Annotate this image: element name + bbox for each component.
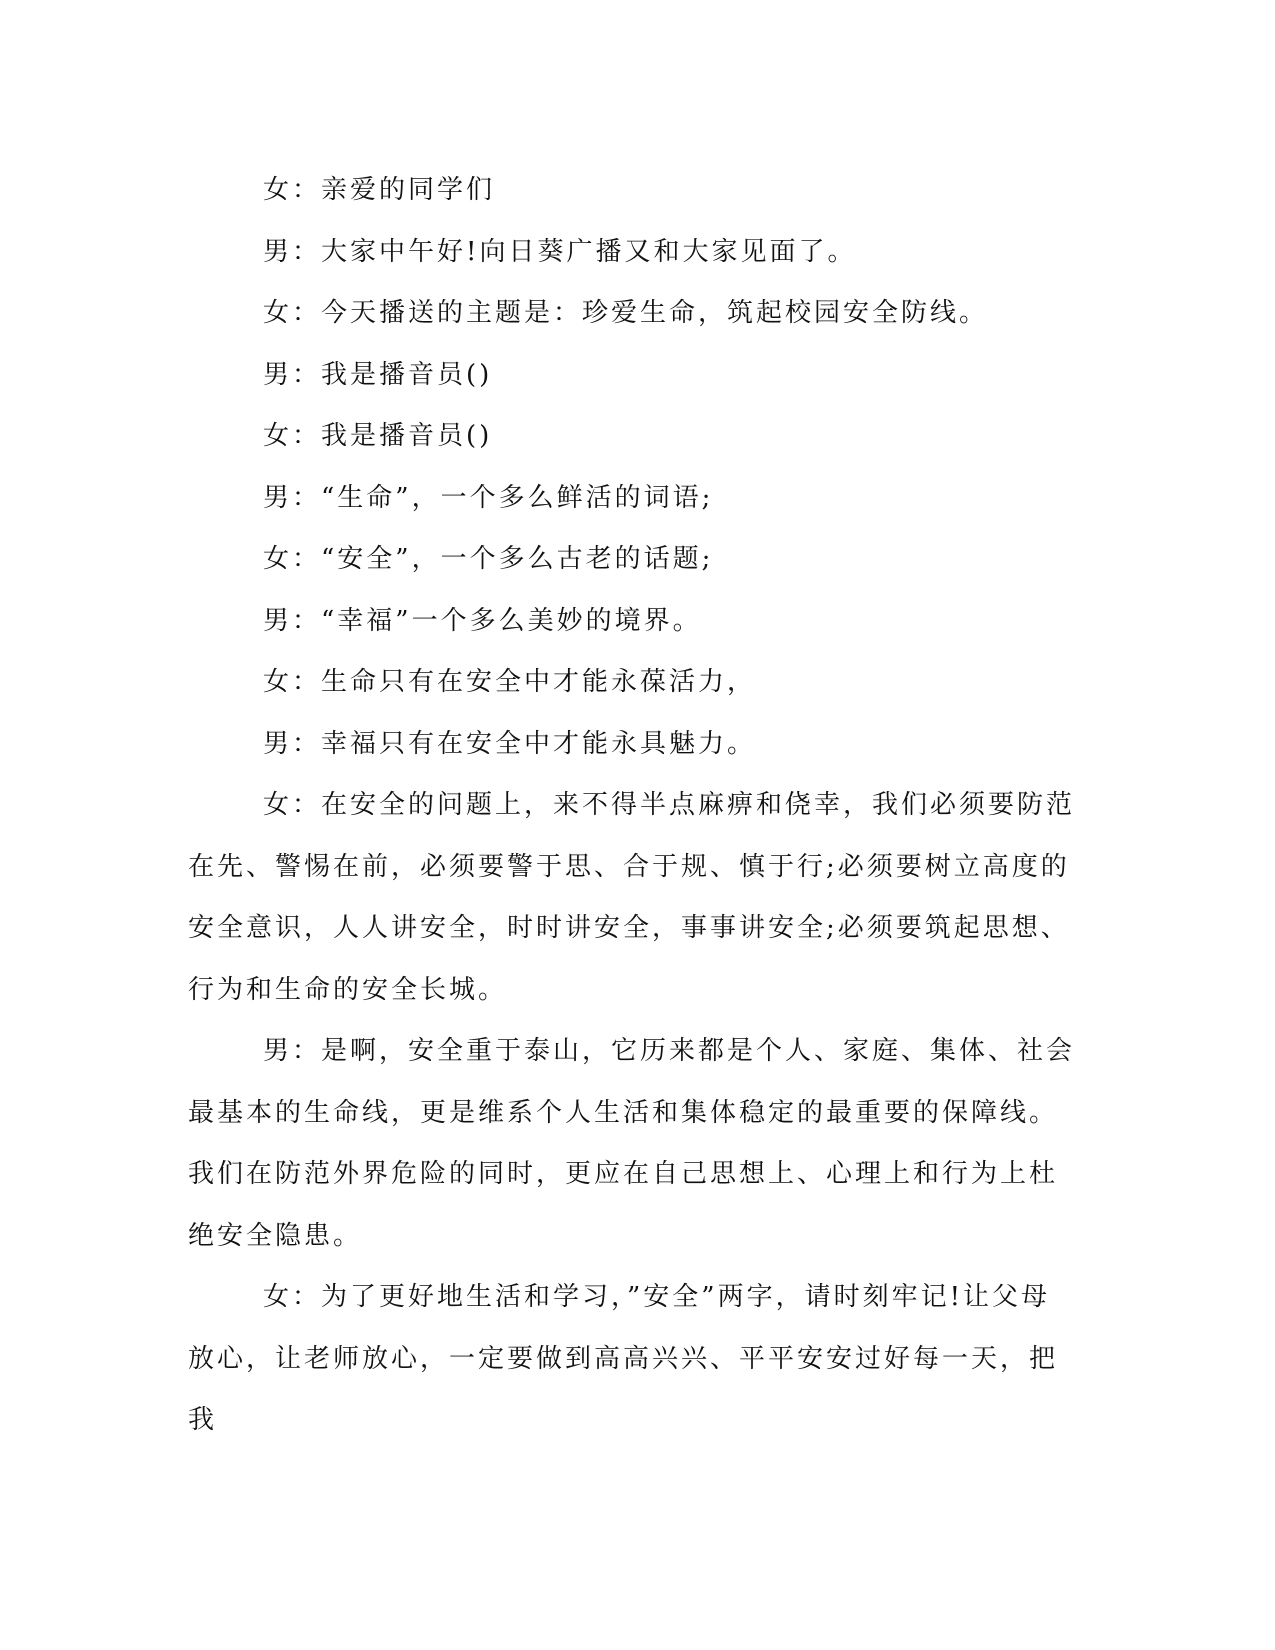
paragraph: 女：为了更好地生活和学习，”安全”两字，请时刻牢记!让父母放心，让老师放心，一定要做到高高兴兴、平平安安过好每一天，把我: [188, 1282, 1059, 1435]
paragraph: 男：“幸福”一个多么美妙的境界。: [263, 605, 702, 636]
paragraph: 男：我是播音员(): [263, 359, 493, 390]
paragraph: 女：生命只有在安全中才能永葆活力，: [263, 667, 757, 697]
paragraph: 男：幸福只有在安全中才能永具魅力。: [263, 728, 757, 759]
paragraph: 男：大家中午好!向日葵广播又和大家见面了。: [263, 236, 857, 267]
paragraph: 女：我是播音员(): [263, 421, 493, 451]
paragraph: 女：在安全的问题上，来不得半点麻痹和侥幸，我们必须要防范在先、警惕在前，必须要警于思、合于规、慎于行;必须要树立高度的安全意识，人人讲安全，时时讲安全，事事讲安全;必须要筑起思想、行为和生命的安全长城。: [188, 790, 1076, 1005]
paragraph: 女：“安全”，一个多么古老的话题;: [263, 544, 714, 574]
paragraph: 女：今天播送的主题是：珍爱生命，筑起校园安全防线。: [263, 298, 989, 328]
paragraph: 女：亲爱的同学们: [263, 175, 496, 205]
document-body: [188, 160, 1078, 1452]
paragraph: 男：“生命”，一个多么鲜活的词语;: [263, 482, 714, 513]
paragraph: 男：是啊，安全重于泰山，它历来都是个人、家庭、集体、社会最基本的生命线，更是维系个人生活和集体稳定的最重要的保障线。我们在防范外界危险的同时，更应在自己思想上、心理上和行为上杜绝安全隐患。: [188, 1036, 1076, 1251]
